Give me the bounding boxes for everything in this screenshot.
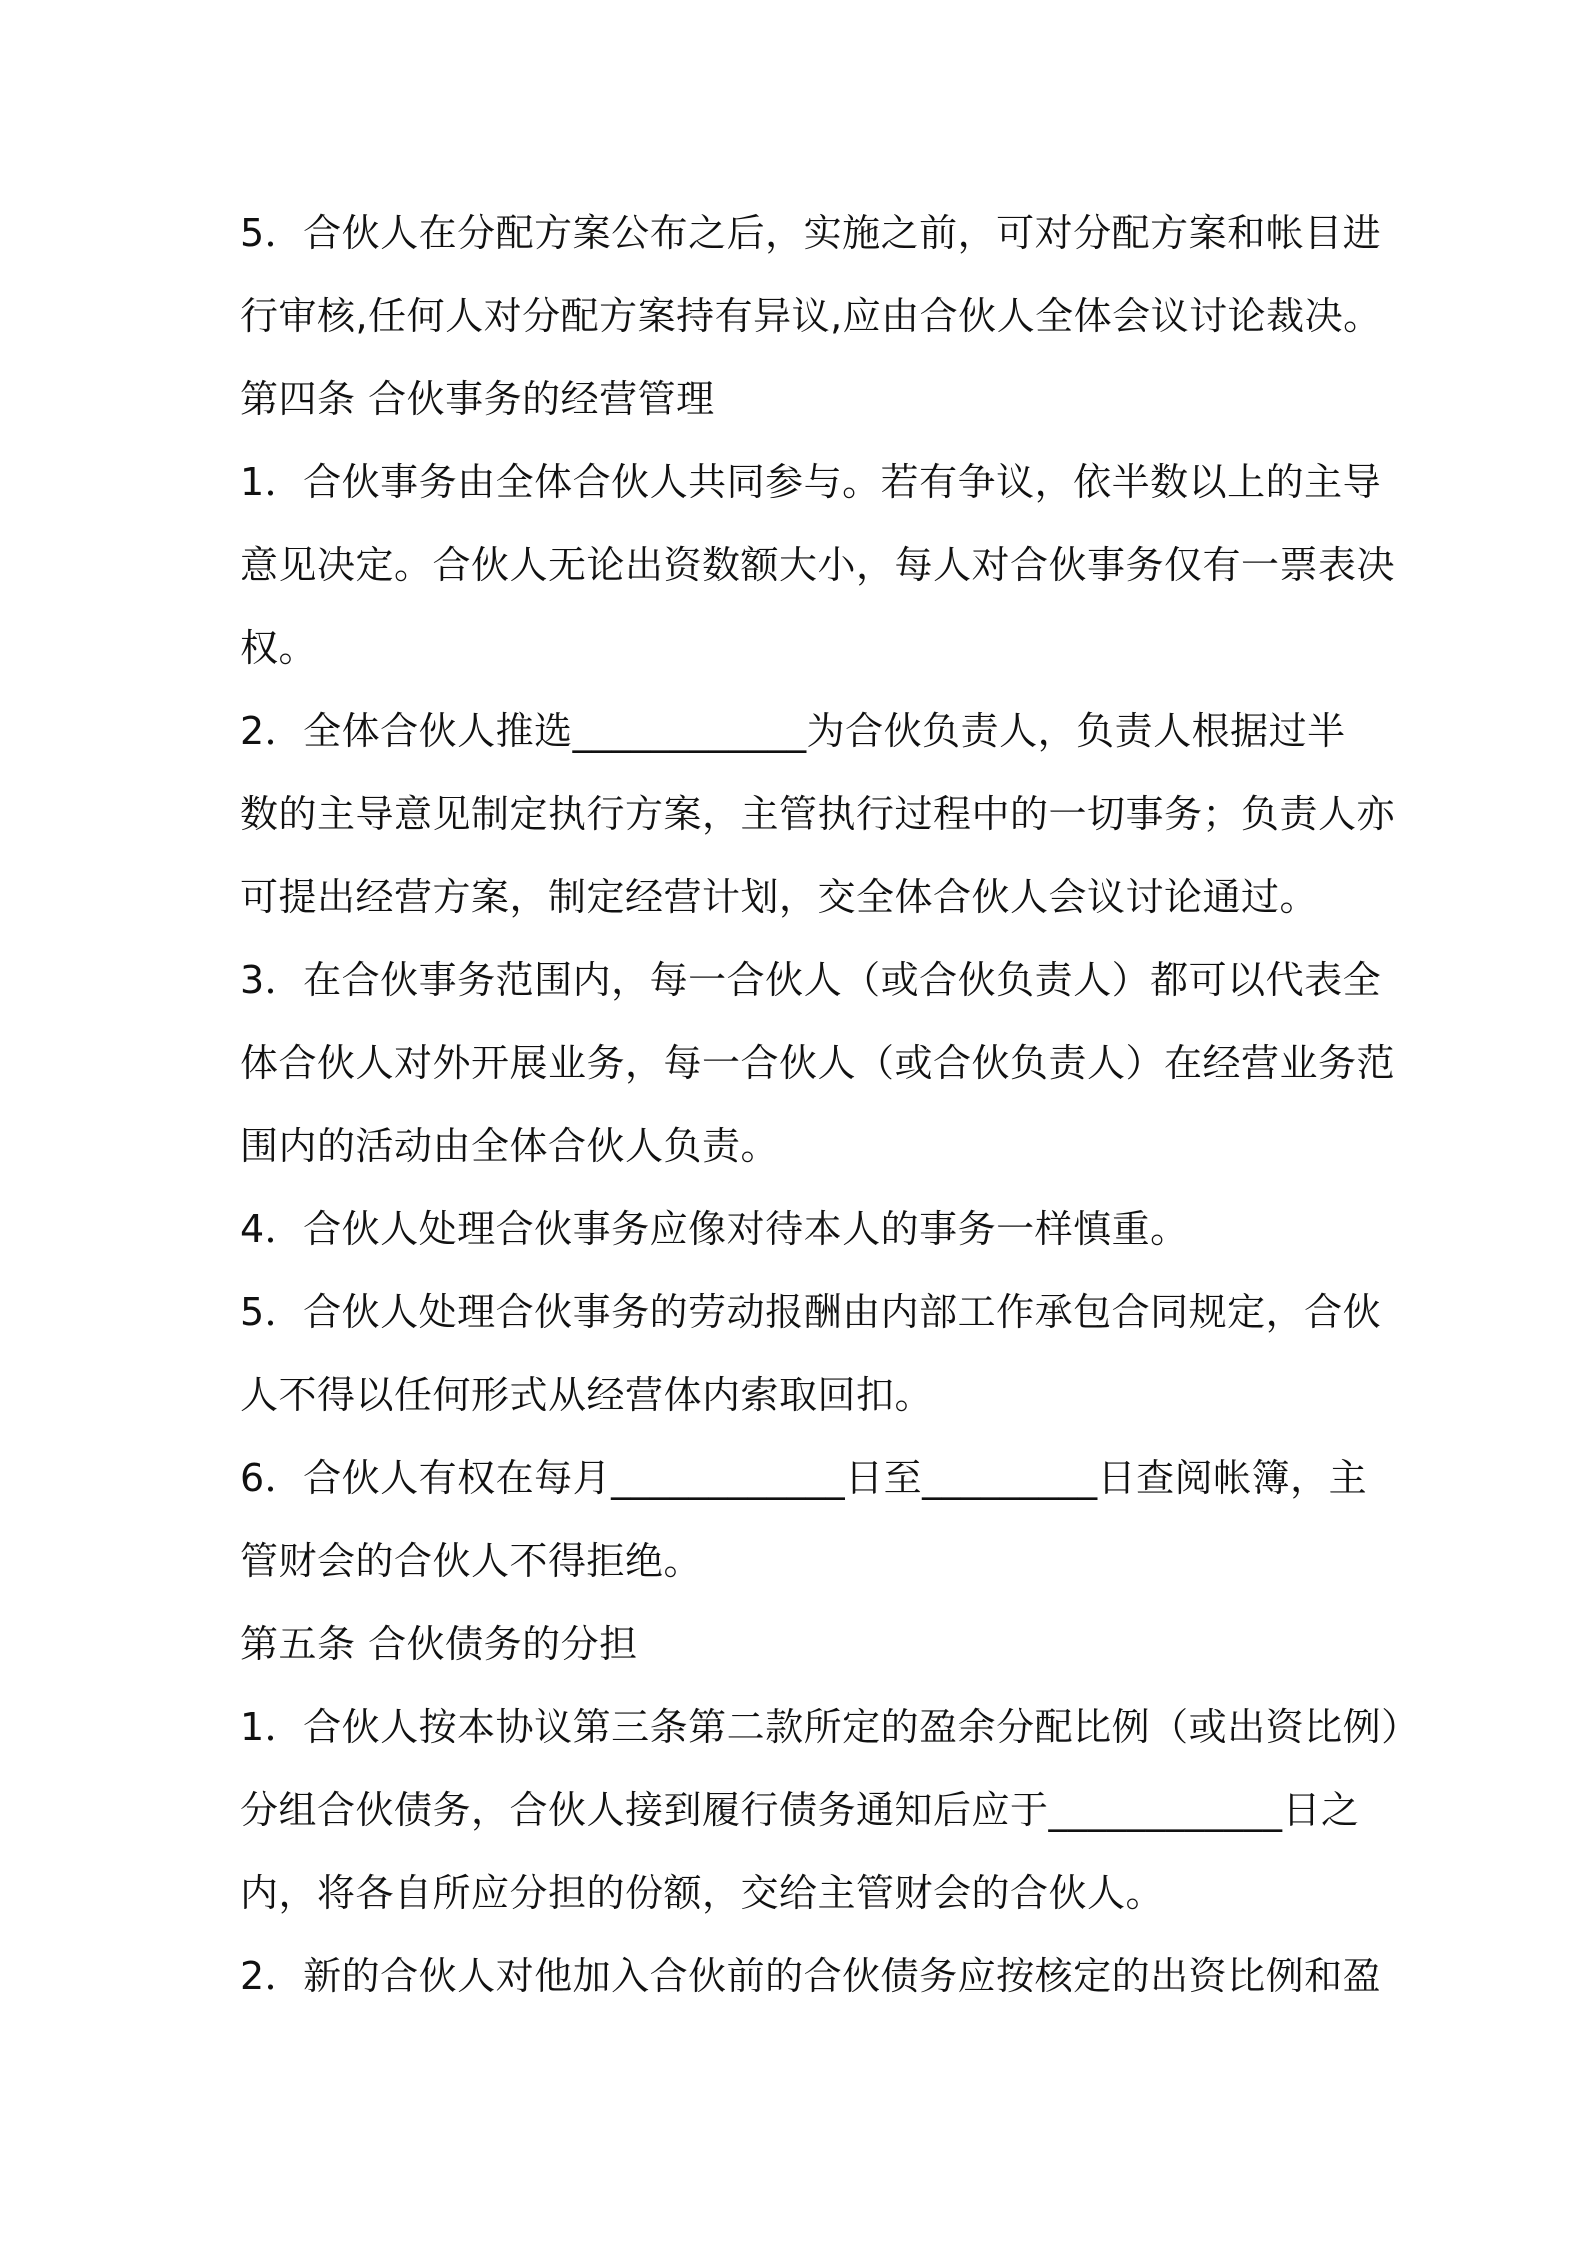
text-line: 管财会的合伙人不得拒绝。 bbox=[240, 1539, 703, 1583]
text-line: 内，将各自所应分担的份额，交给主管财会的合伙人。 bbox=[240, 1871, 1165, 1915]
text-line: 2．新的合伙人对他加入合伙前的合伙债务应按核定的出资比例和盈 bbox=[240, 1954, 1382, 1998]
text-line: 体合伙人对外开展业务，每一合伙人（或合伙负责人）在经营业务范 bbox=[240, 1041, 1396, 1085]
text-line: 权。 bbox=[240, 626, 318, 670]
text-line: 6．合伙人有权在每月____________日至_________日查阅帐簿，主 bbox=[240, 1456, 1368, 1500]
text-line: 3．在合伙事务范围内，每一合伙人（或合伙负责人）都可以代表全 bbox=[240, 958, 1382, 1002]
text-line: 围内的活动由全体合伙人负责。 bbox=[240, 1124, 780, 1168]
text-line: 人不得以任何形式从经营体内索取回扣。 bbox=[240, 1373, 934, 1417]
text-line: 4．合伙人处理合伙事务应像对待本人的事务一样慎重。 bbox=[240, 1207, 1189, 1251]
text-line: 分组合伙债务，合伙人接到履行债务通知后应于____________日之 bbox=[240, 1788, 1360, 1832]
text-line: 1．合伙人按本协议第三条第二款所定的盈余分配比例（或出资比例） bbox=[240, 1705, 1420, 1749]
text-line: 5．合伙人处理合伙事务的劳动报酬由内部工作承包合同规定，合伙 bbox=[240, 1290, 1382, 1334]
text-line: 5．合伙人在分配方案公布之后，实施之前，可对分配方案和帐目进 bbox=[240, 211, 1382, 255]
text-line: 意见决定。合伙人无论出资数额大小，每人对合伙事务仅有一票表决 bbox=[240, 543, 1396, 587]
text-line: 数的主导意见制定执行方案，主管执行过程中的一切事务；负责人亦 bbox=[240, 792, 1396, 836]
section-heading: 第四条 合伙事务的经营管理 bbox=[240, 377, 715, 421]
document-body bbox=[240, 192, 1420, 2018]
text-line: 2．全体合伙人推选____________为合伙负责人，负责人根据过半 bbox=[240, 709, 1346, 753]
text-line: 可提出经营方案，制定经营计划，交全体合伙人会议讨论通过。 bbox=[240, 875, 1319, 919]
text-line: 1．合伙事务由全体合伙人共同参与。若有争议，依半数以上的主导 bbox=[240, 460, 1382, 504]
section-heading: 第五条 合伙债务的分担 bbox=[240, 1622, 638, 1666]
text-line: 行审核,任何人对分配方案持有异议,应由合伙人全体会议讨论裁决。 bbox=[240, 294, 1382, 338]
